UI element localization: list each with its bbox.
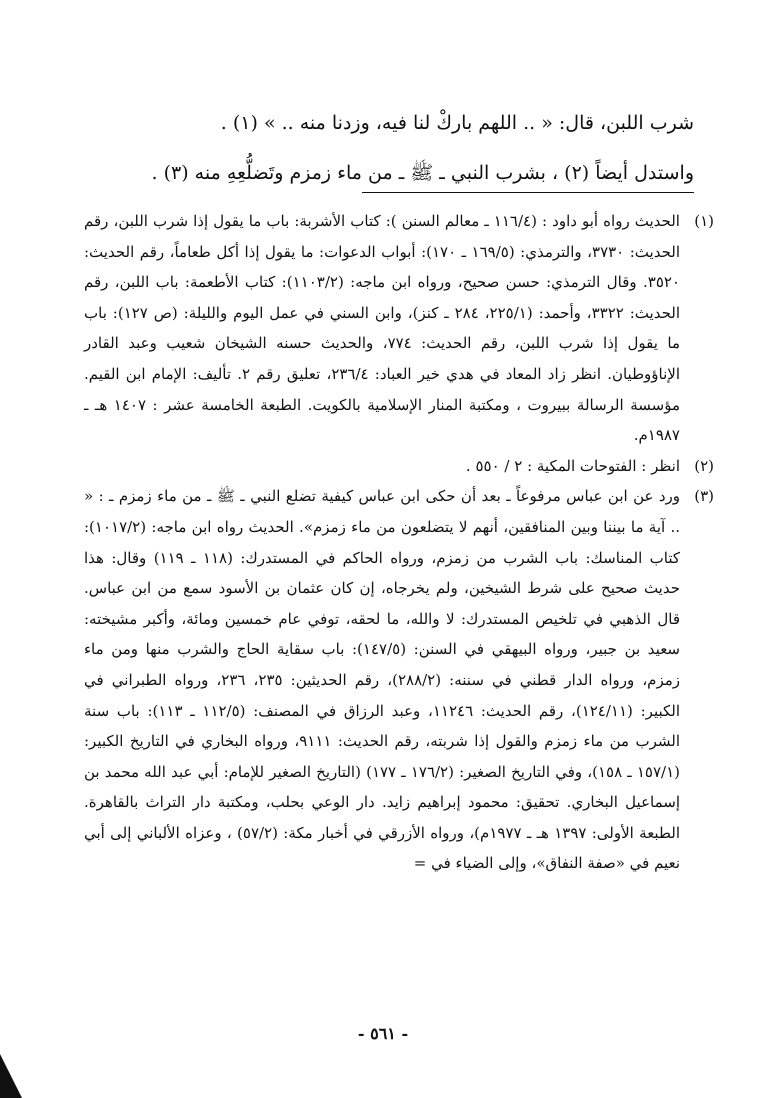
footnote-3 <box>84 481 714 879</box>
footnote-3-number: (٣) <box>694 487 714 506</box>
footnotes <box>84 206 714 879</box>
scan-corner-mark <box>0 1054 22 1098</box>
main-text-line-1: شرب اللبن، قال: « .. اللهم باركْ لنا فيه، وزدنا منه .. » (١) . <box>220 112 694 134</box>
footnote-1-text: الحديث رواه أبو داود : (١١٦/٤ ـ معالم السنن ): كتاب الأشربة: باب ما يقول إذا شرب اللبن، رقم الحديث: ٣٧٣٠، والترمذي: (١٦٩/٥ ـ ١٧٠): أبواب الدعوات: ما يقول إذا أكل طعاماً، رقم الحديث: ٣٥٢٠. وقال الترمذي: حسن صحيح، ورواه ابن ماجه: (١١٠٣/٢): كتاب الأطعمة: باب اللبن، رقم الحديث: ٣٣٢٢، وأحمد: (٢٢٥/١، ٢٨٤ ـ كنز)، وابن السني في عمل اليوم والليلة: (ص ١٢٧): باب ما يقول إذا شرب اللبن، رقم الحديث: ٧٧٤، والحديث حسنه الشيخان شعيب وعبد القادر الإناؤوطيان. انظر زاد المعاد في هدي خير العباد: ٢٣٦/٤، تعليق رقم ٢. تأليف: الإمام ابن القيم. مؤسسة الرسالة ببيروت ، ومكتبة المنار الإسلامية بالكويت. الطبعة الخامسة عشر : ١٤٠٧ هـ ـ ١٩٨٧م. <box>84 212 681 445</box>
page-number: - ٥٦١ - <box>357 1024 409 1043</box>
main-text <box>96 98 694 198</box>
footnote-3-text: ورد عن ابن عباس مرفوعاً ـ بعد أن حكى ابن عباس كيفية تضلع النبي ـ ﷺ ـ من ماء زمزم ـ : « .. آية ما بيننا وبين المنافقين، أنهم لا يتضلعون من ماء زمزم». الحديث رواه ابن ماجه: (١٠١٧/٢): كتاب المناسك: باب الشرب من زمزم، ورواه الحاكم في المستدرك: (١١٨ ـ ١١٩) وقال: هذا حديث صحيح على شرط الشيخين، ولم يخرجاه، إن كان عثمان بن الأسود سمع من ابن عباس. قال الذهبي في تلخيص المستدرك: لا والله، ما لحقه، توفي عام خمسين ومائة، وأكبر مشيخته: سعيد بن جبير، ورواه البيهقي في السنن: (١٤٧/٥): باب سقاية الحاج والشرب منها ومن ماء زمزم، ورواه الدار قطني في سننه: (٢٨٨/٢)، رقم الحديثين: ٢٣٥، ٢٣٦، ورواه الطبراني في الكبير: (١٢٤/١١)، رقم الحديث: ١١٢٤٦، وعبد الرزاق في المصنف: (١١٢/٥ ـ ١١٣): باب سنة الشرب من ماء زمزم والقول إذا شربته، رقم الحديث: ٩١١١، ورواه البخاري في التاريخ الكبير: (١٥٧/١ ـ ١٥٨)، وفي التاريخ الصغير: (١٧٦/٢ ـ ١٧٧) (التاريخ الصغير للإمام: أبي عبد الله محمد بن إسماعيل البخاري. تحقيق: محمود إبراهيم زايد. دار الوعي بحلب، ومكتبة دار التراث بالقاهرة. الطبعة الأولى: ١٣٩٧ هـ ـ ١٩٧٧م)، ورواه الأزرقي في أخبار مكة: (٥٧/٢) ، وعزاه الألباني إلى أبي نعيم في «صفة النفاق»، وإلى الضياء في = <box>84 487 681 873</box>
footnote-1 <box>84 206 714 451</box>
footnote-2-number: (٢) <box>694 456 714 475</box>
footnote-separator-rule <box>362 192 694 193</box>
footnote-2 <box>84 451 714 482</box>
footnote-2-text: انظر : الفتوحات المكية : ٢ / ٥٥٠ . <box>465 456 680 475</box>
footnote-1-number: (١) <box>694 212 714 230</box>
main-text-line-2: واستدل أيضاً (٢) ، بشرب النبي ـ ﷺ ـ من ماء زمزم وتَضلُّعِهِ منه (٣) . <box>151 162 694 184</box>
